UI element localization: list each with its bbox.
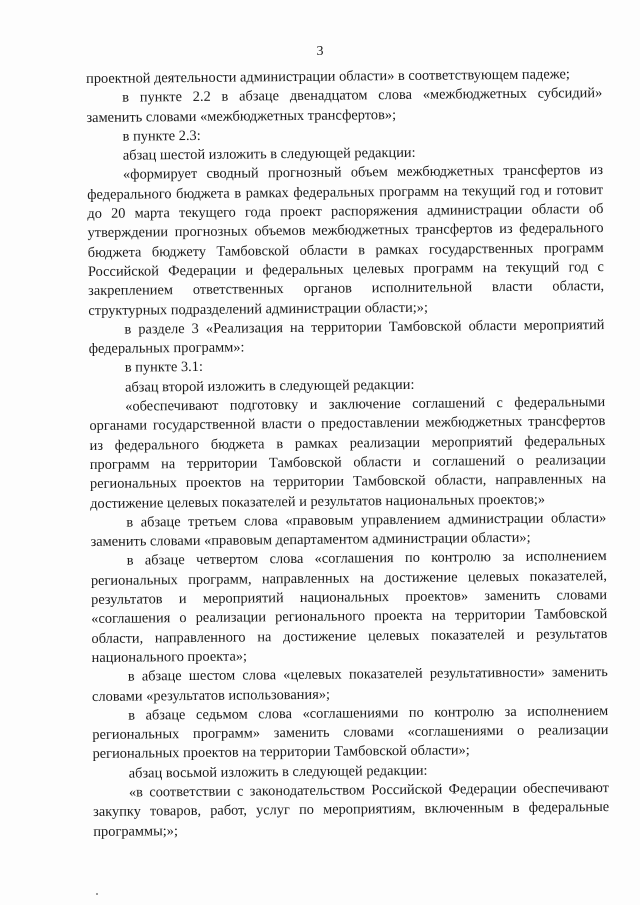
paragraph: «формирует сводный прогнозный объем межбюджетных трансфертов из федерального бюджета в рамках федеральных программ на текущий год и готовит до 20 марта текущего года проект распоряжения администрации области об утверждении прогнозных объемов межбюджетных трансфертов из федерального бюджета бюджету Тамбовской области в рамках государственных программ Российской Федерации и федеральных целевых программ на текущий год с закреплением ответственных органов исполнительной власти области, структурных подразделений администрации области;»; [87,162,605,319]
paragraph: абзац восьмой изложить в следующей редакции: [128,762,428,782]
paragraph: в пункте 3.1: [124,359,203,377]
page-number: 3 [316,44,324,59]
paragraph: в пункте 2.2 в абзаце двенадцатом слова «межбюджетных субсидий» заменить словами «межбюджетных трансфертов»; [86,85,603,126]
paragraph: «в соответствии с законодательством Российской Федерации обеспечивают закупку товаров, работ, услуг по мероприятиям, включенным в федеральные программы;»; [93,779,610,840]
paragraph: абзац второй изложить в следующей редакции: [124,376,415,396]
paragraph: в абзаце третьем слова «правовым управлением администрации области» заменить словами «правовым департаментом администрации области»; [90,509,607,551]
paragraph: в абзаце шестом слова «целевых показателей результативности» заменить словами «результатов использования»; [91,664,608,705]
paragraph: в абзаце седьмом слова «соглашениями по контролю за исполнением региональных программ» заменить словами «соглашениями о реализации региональных проектов на территории Тамбовской области»; [92,702,609,763]
scan-speck [96,893,98,895]
paragraph: абзац шестой изложить в следующей редакции: [122,145,416,164]
paragraph: в абзаце четвертом слова «соглашения по контролю за исполнением региональных программ, направленных на достижение целевых показателей, результатов и мероприятий национальных проектов» заменить словами «соглашения о реализации регионального проекта на территории Тамбовской области, направленного на достижение целевых показателей и результатов национального проекта»; [90,548,608,666]
paragraph: «обеспечивают подготовку и заключение соглашений с федеральными органами государственной власти о предоставлении межбюджетных трансфертов из федерального бюджета в рамках реализации мероприятий федеральных программ на территории Тамбовской области и соглашений о реализации региональных проектов на территории Тамбовской области, направленных на достижение целевых показателей и результатов национальных проектов;» [89,394,607,512]
paragraph: в разделе 3 «Реализация на территории Тамбовской области мероприятий федеральных программ»: [88,316,605,358]
paragraph: в пункте 2.3: [122,127,201,145]
paragraph: проектной деятельности администрации области» в соответствующем падеже; [86,66,570,87]
document-body [86,65,609,842]
